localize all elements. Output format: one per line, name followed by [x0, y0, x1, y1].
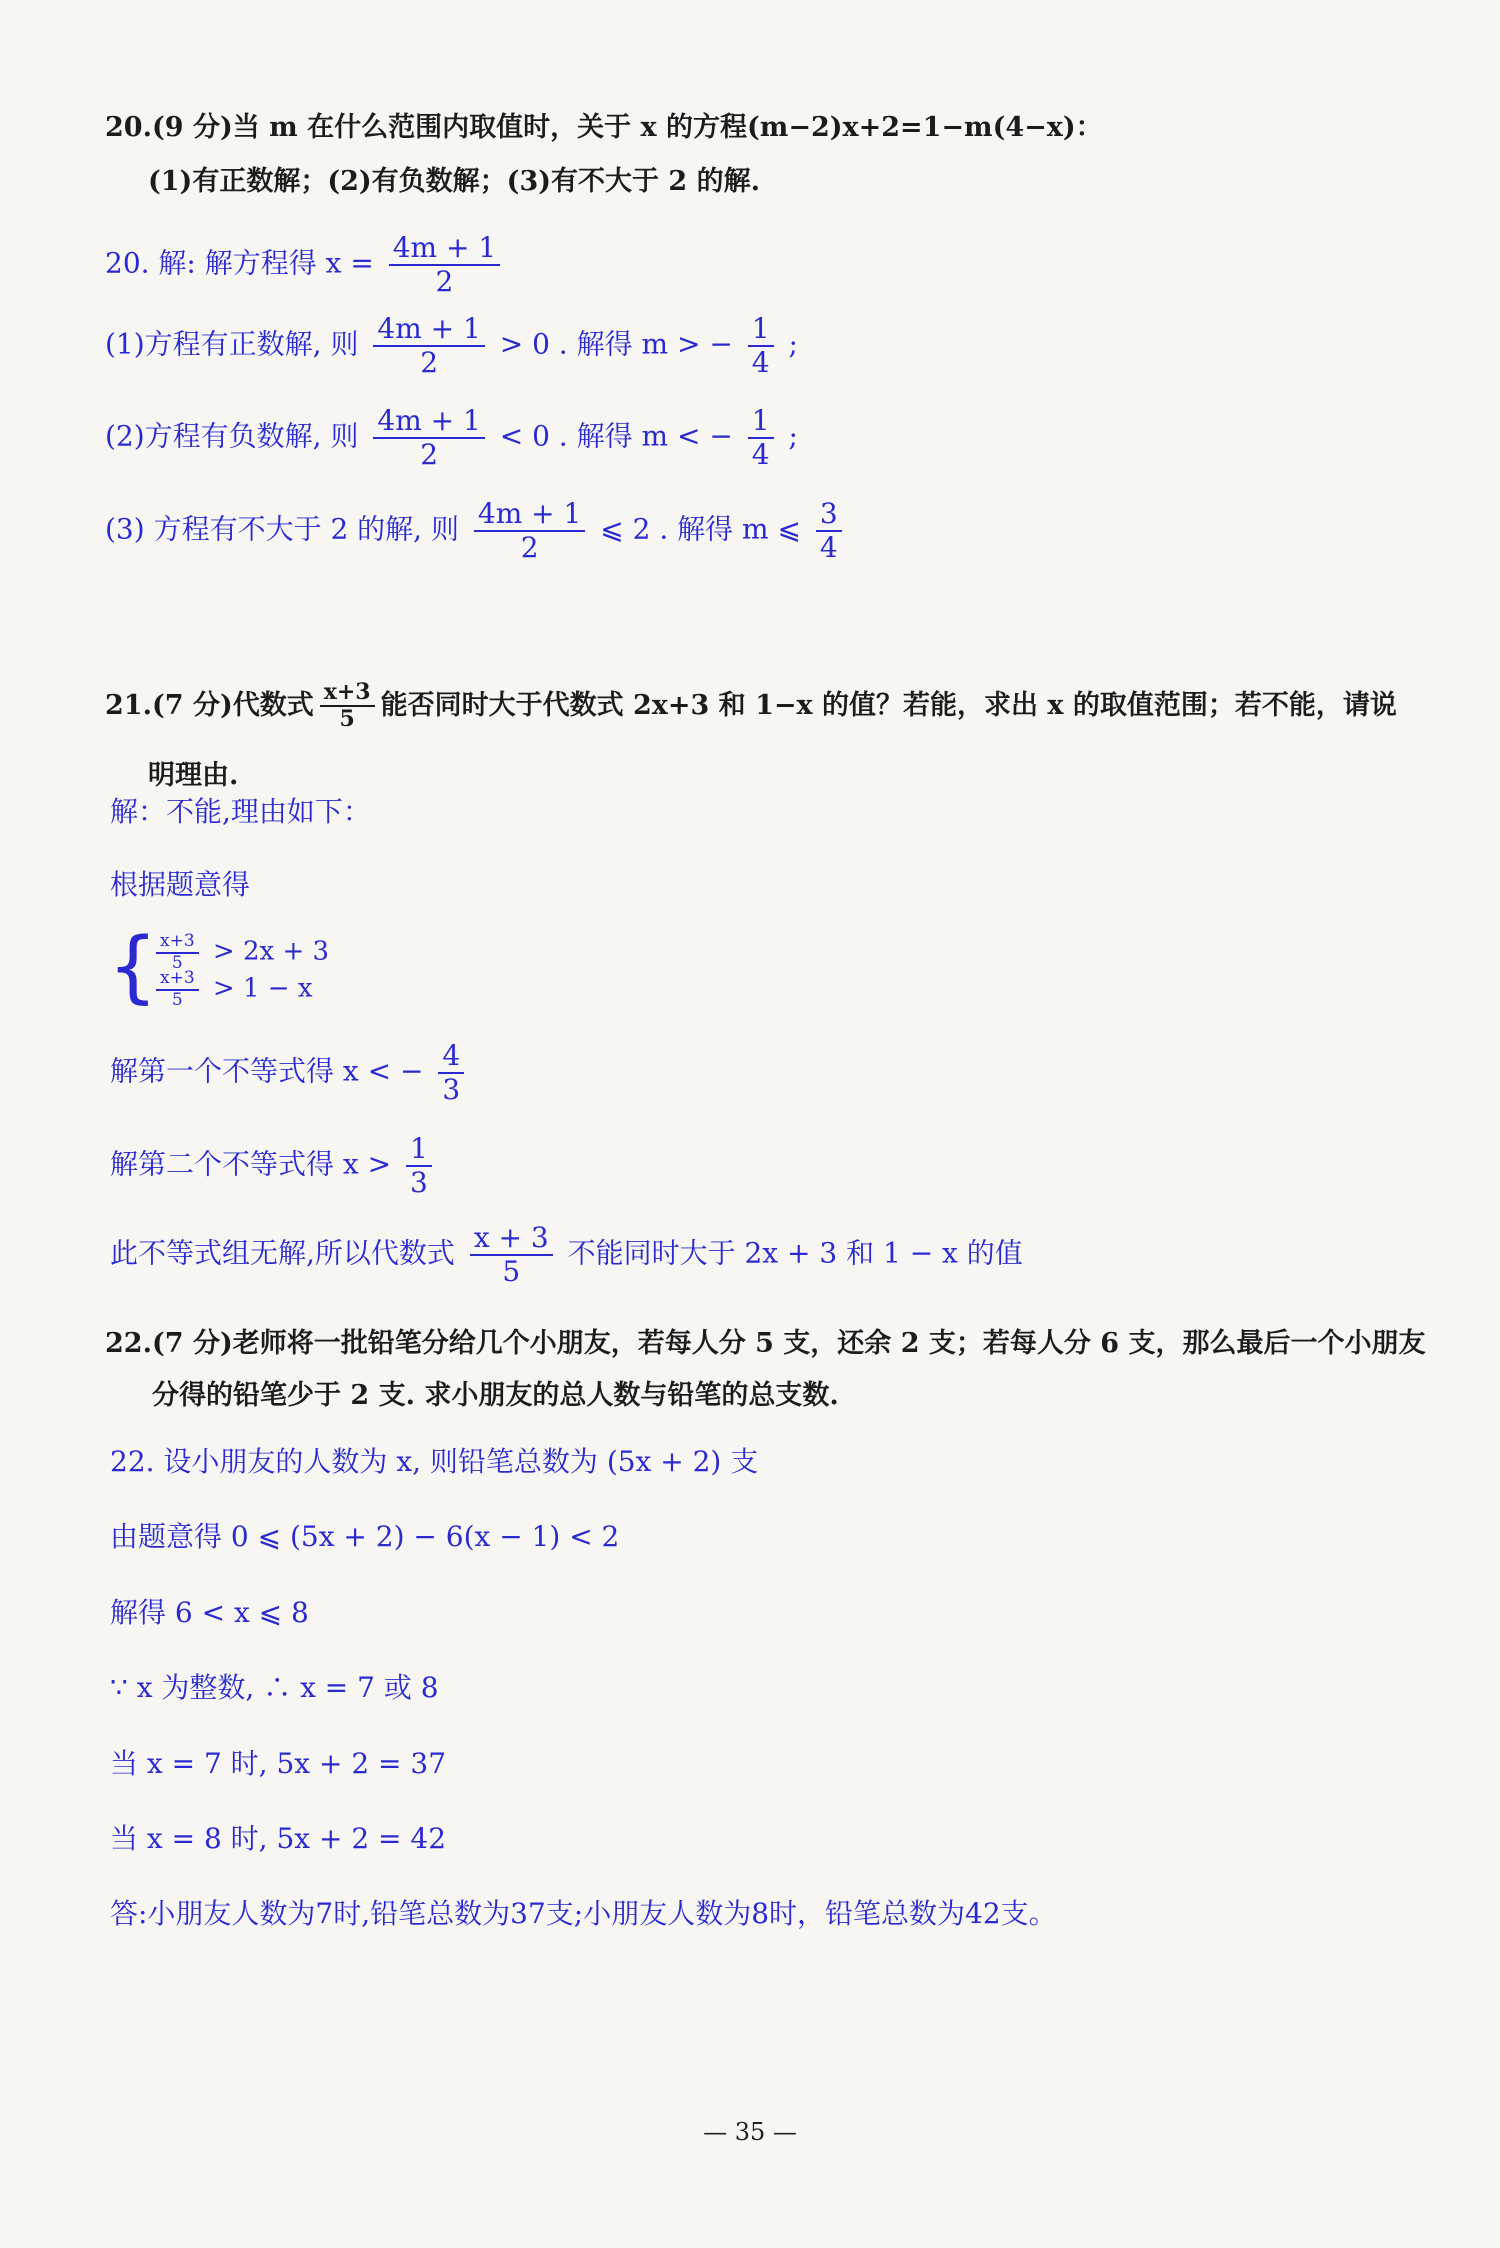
denominator: 2 [435, 265, 454, 299]
system-inequality-2 [150, 969, 313, 1010]
question-text: (7 分)代数式 [151, 689, 314, 721]
question-number: 20. [105, 112, 152, 143]
solution-text: > 0 . 解得 m > − [499, 327, 733, 361]
question-20-line1 [105, 112, 1103, 143]
solution-text: < 0 . 解得 m < − [499, 419, 733, 453]
fraction [156, 969, 199, 1010]
numerator: 1 [406, 1133, 432, 1167]
denominator: 3 [409, 1166, 428, 1200]
question-text: (9 分)当 m 在什么范围内取值时，关于 x 的方程(m−2)x+2=1−m(4−x)： [151, 112, 1103, 143]
solution-22-line4: ∵ x 为整数, ∴ x = 7 或 8 [110, 1671, 439, 1704]
solution-text: (2)方程有负数解, 则 [105, 419, 359, 453]
numerator: x+3 [156, 969, 199, 991]
denominator: 5 [171, 952, 183, 973]
fraction [748, 313, 774, 379]
numerator: x+3 [156, 932, 199, 954]
solution-text: > 1 − x [212, 973, 313, 1004]
numerator: 4m + 1 [389, 232, 500, 266]
fraction [156, 932, 199, 973]
solution-21-line3 [110, 1040, 470, 1106]
solution-20-line4 [105, 498, 848, 564]
numerator: 4m + 1 [373, 405, 484, 439]
solution-21-line5 [110, 1222, 1023, 1288]
question-number: 22. [105, 1328, 152, 1359]
fraction [438, 1040, 464, 1106]
numerator: 4 [438, 1040, 464, 1074]
solution-20-line2 [105, 313, 798, 379]
question-20-line2: (1)有正数解；(2)有负数解；(3)有不大于 2 的解. [148, 166, 760, 197]
solution-text: (1)方程有正数解, 则 [105, 327, 359, 361]
numerator: x + 3 [470, 1222, 553, 1256]
numerator: x+3 [320, 680, 375, 707]
numerator: 1 [748, 313, 774, 347]
fraction [406, 1133, 432, 1199]
solution-22-line2: 由题意得 0 ⩽ (5x + 2) − 6(x − 1) < 2 [110, 1520, 620, 1553]
denominator: 5 [171, 989, 183, 1010]
fraction [373, 405, 484, 471]
numerator: 4m + 1 [373, 313, 484, 347]
solution-text: 解第二个不等式得 x > [110, 1147, 392, 1181]
denominator: 5 [339, 706, 355, 733]
solution-text: ; [788, 327, 798, 361]
question-text: (7 分)老师将一批铅笔分给几个小朋友，若每人分 5 支，还余 2 支；若每人分 6 支，那么最后一个小朋友 [151, 1328, 1426, 1359]
solution-text: 不能同时大于 2x + 3 和 1 − x 的值 [567, 1236, 1023, 1270]
numerator: 4m + 1 [474, 498, 585, 532]
solution-20-line3 [105, 405, 798, 471]
question-text: 能否同时大于代数式 2x+3 和 1−x 的值？若能，求出 x 的取值范围；若不能，请说 [380, 689, 1397, 721]
numerator: 3 [816, 498, 842, 532]
denominator: 2 [420, 438, 439, 472]
denominator: 4 [751, 438, 770, 472]
denominator: 5 [502, 1255, 521, 1289]
denominator: 4 [751, 346, 770, 380]
solution-text: ⩽ 2 . 解得 m ⩽ [600, 512, 801, 546]
solution-22-line5: 当 x = 7 时, 5x + 2 = 37 [110, 1747, 447, 1780]
solution-text: > 2x + 3 [212, 936, 330, 967]
solution-21-line2: 根据题意得 [110, 868, 251, 901]
denominator: 3 [442, 1073, 461, 1107]
solution-22-line1: 22. 设小朋友的人数为 x, 则铅笔总数为 (5x + 2) 支 [110, 1445, 759, 1478]
fraction [816, 498, 842, 564]
fraction [470, 1222, 553, 1288]
fraction [373, 313, 484, 379]
fraction [748, 405, 774, 471]
system-inequality-1 [150, 932, 329, 973]
solution-text: 此不等式组无解,所以代数式 [110, 1236, 455, 1270]
question-22 [105, 1328, 1425, 1360]
solution-20-line1 [105, 232, 506, 298]
solution-22-line7: 答:小朋友人数为7时,铅笔总数为37支;小朋友人数为8时，铅笔总数为42支。 [110, 1897, 1057, 1930]
solution-22-line3: 解得 6 < x ⩽ 8 [110, 1596, 309, 1629]
numerator: 1 [748, 405, 774, 439]
solution-21-line4 [110, 1133, 438, 1199]
fraction [389, 232, 500, 298]
page-number: — 35 — [703, 2118, 797, 2146]
question-number: 21. [105, 689, 152, 721]
solution-21-line1: 解：不能,理由如下： [110, 795, 371, 828]
denominator: 4 [819, 531, 838, 565]
question-21 [105, 680, 1397, 733]
fraction [320, 680, 375, 733]
denominator: 2 [420, 346, 439, 380]
system-brace: { [108, 922, 158, 1012]
solution-text: (3) 方程有不大于 2 的解, 则 [105, 512, 459, 546]
question-22-line2: 分得的铅笔少于 2 支. 求小朋友的总人数与铅笔的总支数. [152, 1380, 839, 1411]
solution-text: 解第一个不等式得 x < − [110, 1054, 424, 1088]
fraction [474, 498, 585, 564]
solution-22-line6: 当 x = 8 时, 5x + 2 = 42 [110, 1822, 447, 1855]
question-21-line2: 明理由. [148, 760, 239, 791]
solution-text: 20. 解: 解方程得 x = [105, 246, 374, 280]
question-20 [105, 112, 1103, 144]
denominator: 2 [520, 531, 539, 565]
solution-text: ; [788, 419, 798, 453]
